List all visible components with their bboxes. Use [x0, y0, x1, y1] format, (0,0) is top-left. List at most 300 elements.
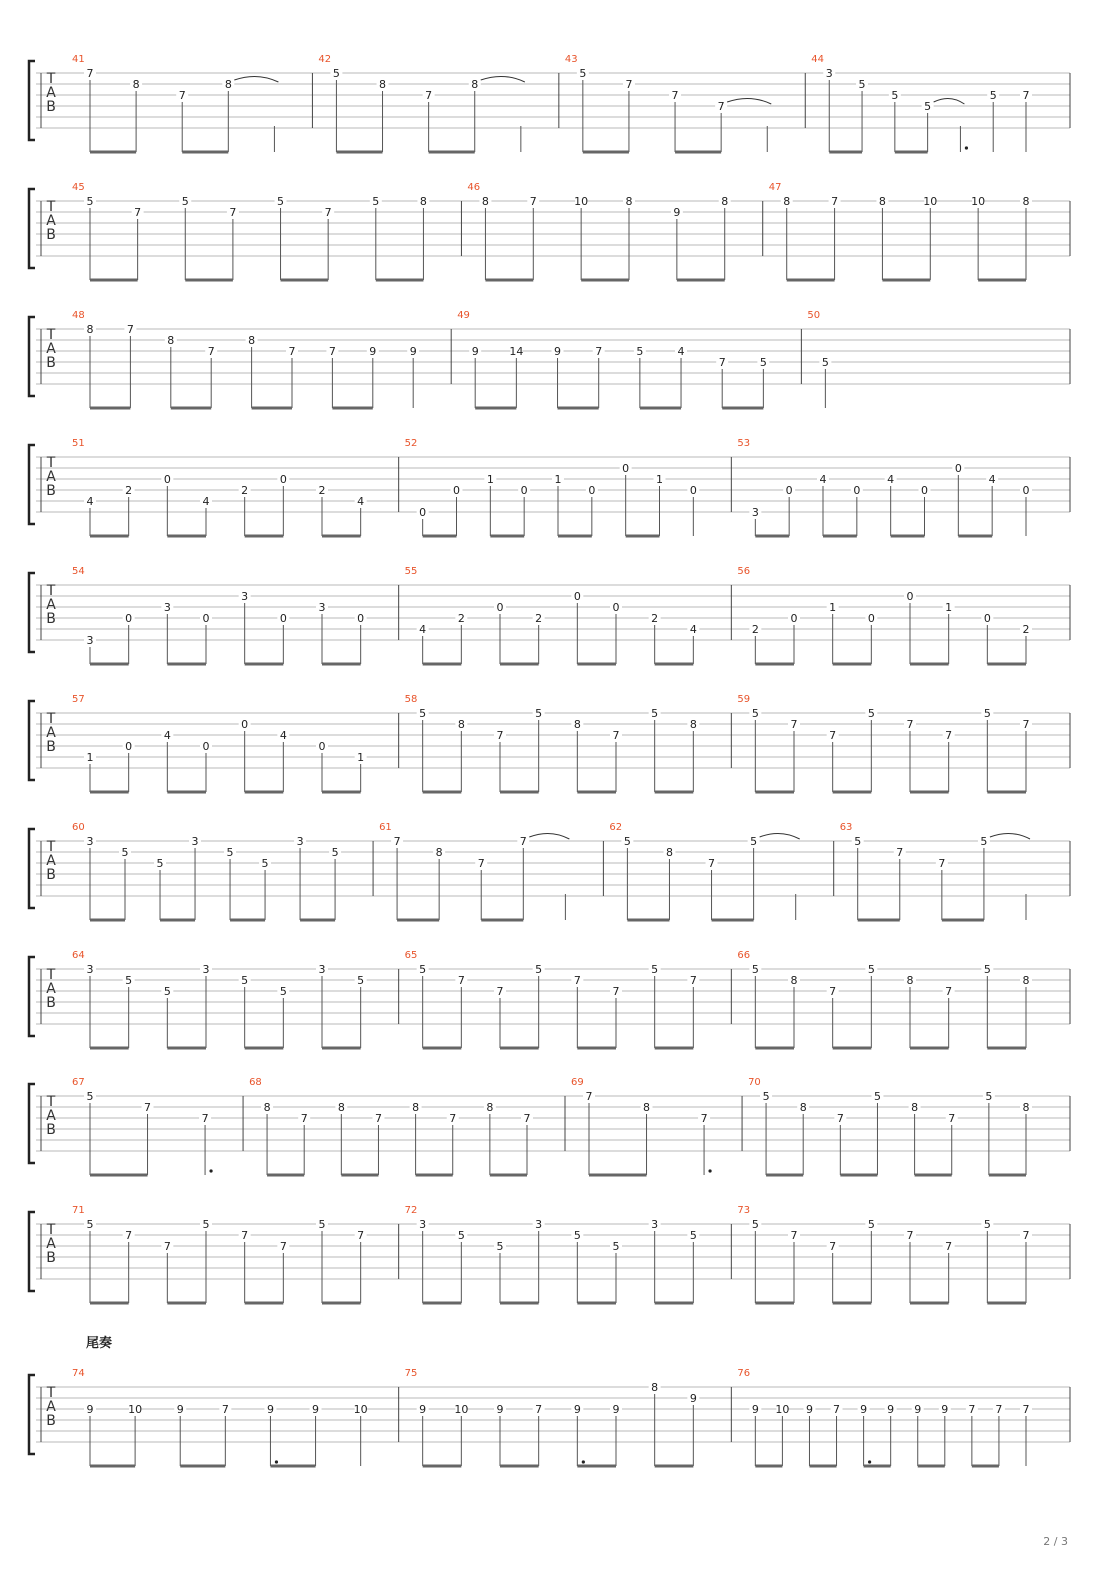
- fret-number: 7: [1022, 1229, 1030, 1242]
- fret-number: 5: [86, 1090, 94, 1103]
- fret-number: 2: [125, 484, 133, 497]
- fret-number: 3: [651, 1218, 659, 1231]
- fret-number: 0: [588, 484, 596, 497]
- fret-number: 5: [86, 1218, 94, 1231]
- fret-number: 5: [163, 985, 171, 998]
- fret-number: 3: [86, 963, 94, 976]
- fret-number: 7: [995, 1403, 1003, 1416]
- fret-number: 0: [318, 740, 326, 753]
- fret-number: 7: [612, 729, 620, 742]
- tab-clef-letter: B: [46, 995, 56, 1011]
- fret-number: 3: [318, 963, 326, 976]
- fret-number: 5: [651, 963, 659, 976]
- fret-number: 2: [241, 484, 249, 497]
- fret-number: 4: [163, 729, 171, 742]
- fret-number: 5: [867, 1218, 875, 1231]
- tab-clef-letter: A: [46, 1108, 56, 1124]
- fret-number: 7: [708, 857, 716, 870]
- measure-number: 62: [609, 822, 623, 833]
- measure-number: 51: [72, 438, 85, 449]
- fret-number: 5: [241, 974, 249, 987]
- fret-number: 5: [821, 356, 829, 369]
- fret-number: 7: [457, 974, 465, 987]
- dot: [868, 1460, 871, 1463]
- fret-number: 7: [1022, 89, 1030, 102]
- fret-number: 0: [983, 612, 991, 625]
- fret-number: 0: [785, 484, 793, 497]
- tab-system: [29, 566, 1070, 664]
- fret-number: 5: [751, 707, 759, 720]
- fret-number: 5: [261, 857, 269, 870]
- measure-number: 70: [748, 1077, 761, 1088]
- fret-number: 5: [372, 195, 380, 208]
- tab-clef-letter: T: [46, 1094, 56, 1110]
- tab-clef-letter: B: [46, 1122, 56, 1138]
- fret-number: 7: [163, 1240, 171, 1253]
- page-number: 2 / 3: [1043, 1535, 1068, 1548]
- fret-number: 5: [86, 195, 94, 208]
- fret-number: 0: [954, 462, 962, 475]
- fret-number: 14: [509, 345, 524, 358]
- fret-number: 0: [125, 740, 133, 753]
- measure-number: 71: [72, 1205, 85, 1216]
- fret-number: 0: [921, 484, 928, 497]
- tab-clef-letter: B: [46, 355, 56, 371]
- measure-number: 64: [72, 950, 85, 961]
- fret-number: 5: [226, 846, 234, 859]
- fret-number: 7: [833, 1403, 841, 1416]
- fret-number: 5: [612, 1240, 620, 1253]
- fret-number: 8: [167, 334, 175, 347]
- fret-number: 5: [983, 963, 991, 976]
- fret-number: 7: [671, 89, 679, 102]
- fret-number: 5: [357, 974, 365, 987]
- fret-number: 7: [279, 1240, 287, 1253]
- fret-number: 8: [643, 1101, 651, 1114]
- fret-number: 2: [751, 623, 759, 636]
- fret-number: 5: [277, 195, 285, 208]
- fret-number: 10: [353, 1403, 368, 1416]
- fret-number: 8: [790, 974, 798, 987]
- fret-number: 0: [125, 612, 133, 625]
- tab-clef-letter: T: [46, 967, 56, 983]
- fret-number: 5: [759, 356, 767, 369]
- fret-number: 1: [554, 473, 562, 486]
- fret-number: 5: [751, 963, 759, 976]
- fret-number: 7: [229, 206, 237, 219]
- fret-number: 5: [689, 1229, 697, 1242]
- tab-clef-letter: A: [46, 341, 56, 357]
- fret-number: 8: [486, 1101, 494, 1114]
- tab-clef-letter: A: [46, 725, 56, 741]
- fret-number: 0: [202, 740, 210, 753]
- fret-number: 5: [750, 835, 758, 848]
- fret-number: 0: [453, 484, 460, 497]
- measure-number: 66: [737, 950, 751, 961]
- system-bracket: [29, 61, 35, 140]
- fret-number: 8: [1022, 1101, 1030, 1114]
- fret-number: 0: [906, 590, 914, 603]
- fret-number: 8: [721, 195, 729, 208]
- fret-number: 7: [718, 356, 726, 369]
- fret-number: 8: [783, 195, 791, 208]
- tab-system: [29, 1205, 1070, 1303]
- fret-number: 0: [279, 612, 287, 625]
- tab-clef-letter: T: [46, 711, 56, 727]
- fret-number: 9: [419, 1403, 427, 1416]
- fret-number: 1: [656, 473, 663, 486]
- fret-number: 7: [829, 729, 837, 742]
- system-bracket: [29, 701, 35, 780]
- fret-number: 9: [751, 1403, 759, 1416]
- measure-number: 61: [379, 822, 392, 833]
- tab-clef-letter: A: [46, 853, 56, 869]
- fret-number: 9: [941, 1403, 949, 1416]
- fret-number: 7: [324, 206, 332, 219]
- fret-number: 7: [300, 1112, 308, 1125]
- measure-number: 58: [404, 694, 418, 705]
- measure-number: 57: [72, 694, 85, 705]
- measure-number: 47: [768, 182, 782, 193]
- fret-number: 5: [651, 707, 659, 720]
- fret-number: 7: [178, 89, 186, 102]
- measure-number: 69: [571, 1077, 584, 1088]
- fret-number: 5: [573, 1229, 581, 1242]
- tab-clef-letter: B: [46, 483, 56, 499]
- system-bracket: [29, 317, 35, 396]
- fret-number: 7: [496, 985, 504, 998]
- fret-number: 3: [751, 506, 759, 519]
- tab-system: [29, 822, 1070, 920]
- fret-number: 7: [374, 1112, 382, 1125]
- fret-number: 3: [86, 835, 94, 848]
- tab-system: [29, 310, 1070, 408]
- tab-clef-letter: T: [46, 327, 56, 343]
- dot: [708, 1169, 711, 1172]
- tab-clef-letter: T: [46, 1222, 56, 1238]
- fret-number: 7: [700, 1112, 708, 1125]
- fret-number: 7: [86, 67, 94, 80]
- fret-number: 7: [945, 729, 953, 742]
- fret-number: 7: [529, 195, 537, 208]
- fret-number: 2: [1022, 623, 1030, 636]
- fret-number: 8: [625, 195, 633, 208]
- tab-clef-letter: A: [46, 213, 56, 229]
- fret-number: 3: [419, 1218, 427, 1231]
- fret-number: 0: [163, 473, 171, 486]
- fret-number: 7: [831, 195, 839, 208]
- system-bracket: [29, 1084, 35, 1163]
- fret-number: 7: [207, 345, 215, 358]
- fret-number: 9: [496, 1403, 504, 1416]
- fret-number: 0: [1022, 484, 1030, 497]
- fret-number: 10: [454, 1403, 469, 1416]
- fret-number: 9: [409, 345, 417, 358]
- fret-number: 4: [202, 495, 210, 508]
- fret-number: 9: [471, 345, 479, 358]
- fret-number: 1: [357, 751, 365, 764]
- system-bracket: [29, 1375, 35, 1454]
- fret-number: 5: [535, 707, 543, 720]
- fret-number: 7: [595, 345, 603, 358]
- outro-section-label: 尾奏: [86, 1336, 113, 1351]
- tab-system: [29, 182, 1070, 280]
- fret-number: 9: [612, 1403, 620, 1416]
- system-bracket: [29, 829, 35, 908]
- fret-number: 5: [891, 89, 899, 102]
- fret-number: 7: [126, 323, 134, 336]
- fret-number: 3: [191, 835, 199, 848]
- fret-number: 5: [636, 345, 644, 358]
- dot: [209, 1169, 212, 1172]
- fret-number: 7: [288, 345, 296, 358]
- measure-number: 63: [839, 822, 853, 833]
- fret-number: 3: [86, 634, 94, 647]
- fret-number: 8: [379, 78, 387, 91]
- tab-clef-letter: B: [46, 1250, 56, 1266]
- tie-arc: [990, 833, 1030, 839]
- measure-number: 68: [249, 1077, 262, 1088]
- tab-system: [29, 1368, 1070, 1466]
- fret-number: 9: [887, 1403, 895, 1416]
- fret-number: 5: [332, 67, 340, 80]
- fret-number: 8: [471, 78, 479, 91]
- fret-number: 0: [520, 484, 528, 497]
- fret-number: 5: [457, 1229, 465, 1242]
- tab-clef-letter: T: [46, 583, 56, 599]
- fret-number: 7: [125, 1229, 133, 1242]
- fret-number: 4: [819, 473, 827, 486]
- fret-number: 8: [419, 195, 427, 208]
- measure-number: 52: [404, 438, 418, 449]
- fret-number: 4: [988, 473, 996, 486]
- fret-number: 9: [573, 1403, 581, 1416]
- fret-number: 0: [241, 718, 249, 731]
- fret-number: 5: [867, 963, 875, 976]
- measure-number: 59: [737, 694, 751, 705]
- fret-number: 0: [853, 484, 861, 497]
- fret-number: 3: [241, 590, 249, 603]
- tab-clef-letter: A: [46, 981, 56, 997]
- measure-number: 55: [404, 566, 418, 577]
- fret-number: 8: [224, 78, 232, 91]
- fret-number: 4: [689, 623, 697, 636]
- tie-arc: [234, 76, 278, 82]
- fret-number: 5: [980, 835, 988, 848]
- fret-number: 7: [612, 985, 620, 998]
- fret-number: 2: [535, 612, 543, 625]
- fret-number: 5: [156, 857, 164, 870]
- fret-number: 7: [836, 1112, 844, 1125]
- tie-arc: [727, 98, 771, 104]
- tab-clef-letter: T: [46, 71, 56, 87]
- dot: [582, 1460, 585, 1463]
- fret-number: 5: [867, 707, 875, 720]
- tie-arc: [481, 76, 525, 82]
- fret-number: 7: [717, 100, 725, 113]
- fret-number: 5: [125, 974, 133, 987]
- measure-number: 67: [72, 1077, 85, 1088]
- fret-number: 7: [906, 1229, 914, 1242]
- fret-number: 0: [202, 612, 210, 625]
- system-bracket: [29, 957, 35, 1036]
- fret-number: 10: [128, 1403, 143, 1416]
- fret-number: 3: [535, 1218, 543, 1231]
- fret-number: 3: [296, 835, 304, 848]
- fret-number: 7: [201, 1112, 209, 1125]
- measure-number: 46: [467, 182, 481, 193]
- fret-number: 5: [496, 1240, 504, 1253]
- tab-clef-letter: A: [46, 85, 56, 101]
- fret-number: 0: [357, 612, 365, 625]
- fret-number: 4: [677, 345, 685, 358]
- fret-number: 5: [983, 707, 991, 720]
- fret-number: 8: [132, 78, 140, 91]
- tab-system: [29, 694, 1070, 792]
- fret-number: 5: [873, 1090, 881, 1103]
- fret-number: 8: [263, 1101, 271, 1114]
- fret-number: 4: [419, 623, 427, 636]
- measure-number: 56: [737, 566, 751, 577]
- fret-number: 8: [878, 195, 886, 208]
- fret-number: 0: [790, 612, 798, 625]
- measure-number: 54: [72, 566, 85, 577]
- measure-number: 75: [404, 1368, 418, 1379]
- fret-number: 5: [181, 195, 189, 208]
- fret-number: 8: [799, 1101, 807, 1114]
- fret-number: 0: [867, 612, 875, 625]
- measure-number: 73: [737, 1205, 751, 1216]
- measure-number: 44: [811, 54, 824, 65]
- tab-clef-letter: A: [46, 597, 56, 613]
- fret-number: 5: [419, 963, 427, 976]
- fret-number: 5: [854, 835, 862, 848]
- tie-arc: [934, 98, 965, 104]
- measure-number: 76: [737, 1368, 751, 1379]
- fret-number: 4: [86, 495, 94, 508]
- fret-number: 5: [924, 100, 932, 113]
- fret-number: 8: [1022, 195, 1030, 208]
- fret-number: 10: [971, 195, 986, 208]
- fret-number: 9: [860, 1403, 868, 1416]
- fret-number: 7: [449, 1112, 457, 1125]
- fret-number: 7: [829, 1240, 837, 1253]
- fret-number: 7: [519, 835, 527, 848]
- fret-number: 7: [790, 718, 798, 731]
- fret-number: 5: [318, 1218, 326, 1231]
- measure-number: 48: [72, 310, 85, 321]
- tab-clef-letter: A: [46, 469, 56, 485]
- fret-number: 2: [651, 612, 659, 625]
- fret-number: 9: [176, 1403, 184, 1416]
- fret-number: 7: [523, 1112, 531, 1125]
- fret-number: 1: [829, 601, 837, 614]
- measure-number: 42: [318, 54, 332, 65]
- measure-number: 43: [564, 54, 578, 65]
- measure-number: 45: [72, 182, 85, 193]
- fret-number: 7: [585, 1090, 593, 1103]
- fret-number: 5: [579, 67, 587, 80]
- tab-clef-letter: T: [46, 199, 56, 215]
- tab-system: [29, 950, 1070, 1048]
- tab-clef-letter: T: [46, 839, 56, 855]
- tie-arc: [529, 833, 569, 839]
- system-bracket: [29, 445, 35, 524]
- fret-number: 7: [790, 1229, 798, 1242]
- fret-number: 8: [689, 718, 697, 731]
- fret-number: 10: [923, 195, 938, 208]
- fret-number: 5: [535, 963, 543, 976]
- fret-number: 1: [86, 751, 94, 764]
- fret-number: 10: [574, 195, 589, 208]
- fret-number: 9: [689, 1392, 697, 1405]
- fret-number: 5: [762, 1090, 770, 1103]
- fret-number: 7: [535, 1403, 543, 1416]
- fret-number: 7: [945, 1240, 953, 1253]
- fret-number: 8: [906, 974, 914, 987]
- fret-number: 4: [279, 729, 287, 742]
- fret-number: 5: [858, 78, 866, 91]
- fret-number: 7: [938, 857, 946, 870]
- tab-clef-letter: B: [46, 867, 56, 883]
- tab-system: [29, 1077, 1070, 1175]
- fret-number: 2: [457, 612, 465, 625]
- fret-number: 0: [573, 590, 581, 603]
- fret-number: 5: [983, 1218, 991, 1231]
- fret-number: 7: [948, 1112, 956, 1125]
- fret-number: 7: [134, 206, 142, 219]
- fret-number: 1: [945, 601, 953, 614]
- fret-number: 3: [163, 601, 171, 614]
- measure-number: 60: [72, 822, 85, 833]
- fret-number: 8: [911, 1101, 919, 1114]
- fret-number: 0: [279, 473, 287, 486]
- tab-clef-letter: B: [46, 739, 56, 755]
- fret-number: 9: [369, 345, 377, 358]
- fret-number: 5: [751, 1218, 759, 1231]
- fret-number: 3: [825, 67, 833, 80]
- measure-number: 50: [807, 310, 821, 321]
- fret-number: 7: [477, 857, 485, 870]
- fret-number: 7: [357, 1229, 365, 1242]
- fret-number: 7: [689, 974, 697, 987]
- fret-number: 8: [412, 1101, 420, 1114]
- fret-number: 4: [357, 495, 365, 508]
- fret-number: 7: [1022, 718, 1030, 731]
- fret-number: 0: [419, 506, 427, 519]
- measure-number: 72: [404, 1205, 418, 1216]
- fret-number: 7: [328, 345, 336, 358]
- fret-number: 9: [86, 1403, 94, 1416]
- fret-number: 5: [985, 1090, 993, 1103]
- system-bracket: [29, 189, 35, 268]
- fret-number: 7: [829, 985, 837, 998]
- fret-number: 5: [419, 707, 427, 720]
- fret-number: 7: [1022, 1403, 1030, 1416]
- measure-number: 65: [404, 950, 418, 961]
- measure-number: 41: [72, 54, 85, 65]
- tab-clef-letter: T: [46, 455, 56, 471]
- fret-number: 5: [989, 89, 997, 102]
- fret-number: 0: [612, 601, 620, 614]
- fret-number: 3: [202, 963, 210, 976]
- fret-number: 7: [945, 985, 953, 998]
- fret-number: 9: [914, 1403, 922, 1416]
- fret-number: 7: [425, 89, 433, 102]
- fret-number: 7: [968, 1403, 976, 1416]
- fret-number: 7: [906, 718, 914, 731]
- tab-system: [29, 54, 1070, 152]
